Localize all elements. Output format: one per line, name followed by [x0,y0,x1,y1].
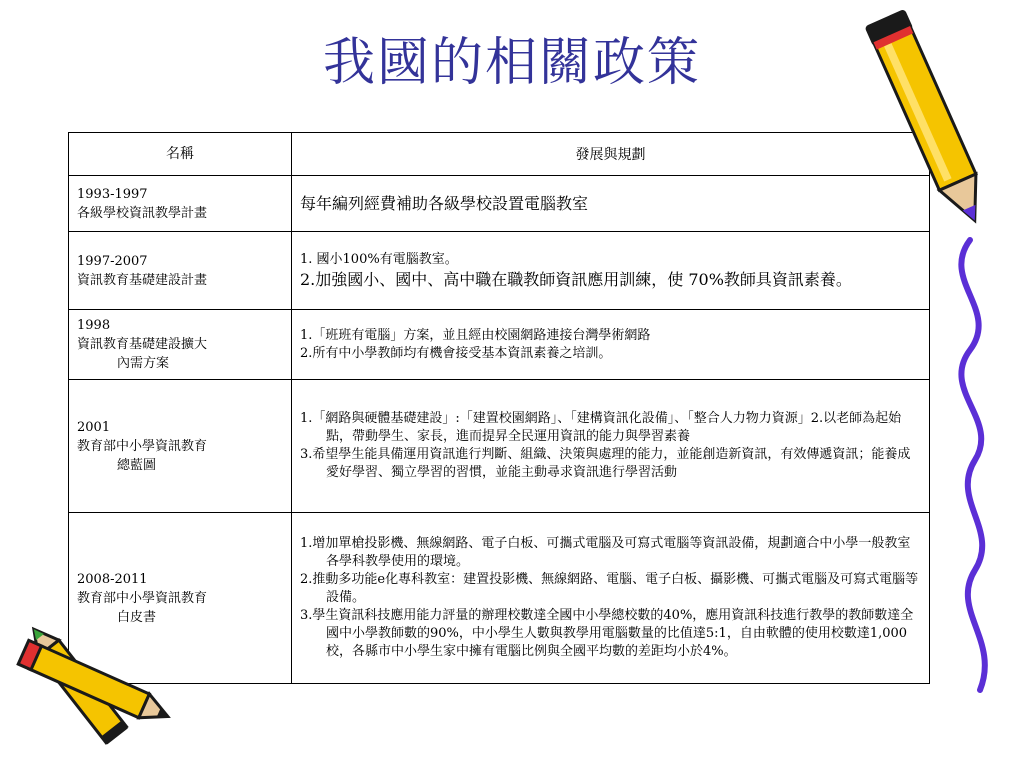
row-year: 1998 [77,318,111,333]
header-name: 名稱 [69,133,292,176]
pencils-icon [0,618,180,768]
row-year: 1997-2007 [77,253,148,269]
row-title: 教育部中小學資訊教育 [77,590,208,606]
row-name-cell [69,176,292,232]
plan-line: 1.「網路與硬體基礎建設」:「建置校園網路」、「建構資訊化設備」、「整合人力物力資源」2.以老師為起始點，帶動學生、家長，進而提昇全民運用資訊的能力與學習素養 [300,411,902,444]
row-title-cont: 內需方案 [117,356,170,371]
row-title-cont: 白皮書 [117,609,157,625]
squiggle-line [930,0,1010,720]
table-row [69,513,930,684]
table-row [69,380,930,513]
row-title: 各級學校資訊教學計畫 [77,205,208,221]
plan-line: 1.「班班有電腦」方案，並且經由校園網路連接台灣學術網路 [300,327,651,343]
slide-title: 我國的相關政策 [322,33,701,93]
row-year: 2001 [77,419,111,435]
plan-line: 2.加強國小、國中、高中職在職教師資訊應用訓練，使 70%教師具資訊素養。 [300,269,852,289]
policy-table [68,132,930,684]
plan-line: 2.所有中小學教師均有機會接受基本資訊素養之培訓。 [300,345,612,361]
row-plan-cell [292,380,930,513]
row-plan-cell [292,310,930,380]
plan-line: 1. 國小100%有電腦教室。 [300,251,458,267]
table-row [69,310,930,380]
row-year: 2008-2011 [77,571,148,587]
row-name-cell [69,232,292,310]
table-row [69,232,930,310]
plan-line: 2.推動多功能e化專科教室：建置投影機、無線網路、電腦、電子白板、攝影機、可攜式電腦及可寫式電腦等設備。 [300,572,919,605]
row-plan-cell [292,232,930,310]
row-name-cell [69,310,292,380]
row-title: 資訊教育基礎建設計畫 [77,272,208,288]
plan-line: 3.希望學生能具備運用資訊進行判斷、組織、決策與處理的能力，並能創造新資訊，有效傳遞資訊；能養成愛好學習、獨立學習的習慣，並能主動尋求資訊進行學習活動 [300,447,911,480]
row-plan-cell [292,513,930,684]
plan-line: 1.增加單槍投影機、無線網路、電子白板、可攜式電腦及可寫式電腦等資訊設備，規劃適合中小學一般教室各學科教學使用的環境。 [300,536,911,569]
plan-line: 3.學生資訊科技應用能力評量的辦理校數達全國中小學總校數的40%，應用資訊科技進行教學的教師數達全國中小學教師數的90%，中小學生人數與教學用電腦數量的比值達5:1，自由軟體的使用校數達1,000校，各縣市中小學生家中擁有電腦比例與全國平均數的差距均小於4%。 [300,608,914,659]
row-title-cont: 總藍圖 [117,457,157,473]
row-title: 教育部中小學資訊教育 [77,438,208,454]
row-plan-cell [292,176,930,232]
row-name-cell [69,380,292,513]
header-plan: 發展與規劃 [292,133,930,176]
row-title: 資訊教育基礎建設擴大 [77,337,208,352]
row-year: 1993-1997 [77,186,148,202]
table-header-row [69,133,930,176]
table-row [69,176,930,232]
plan-line: 每年編列經費補助各級學校設置電腦教室 [300,193,589,213]
